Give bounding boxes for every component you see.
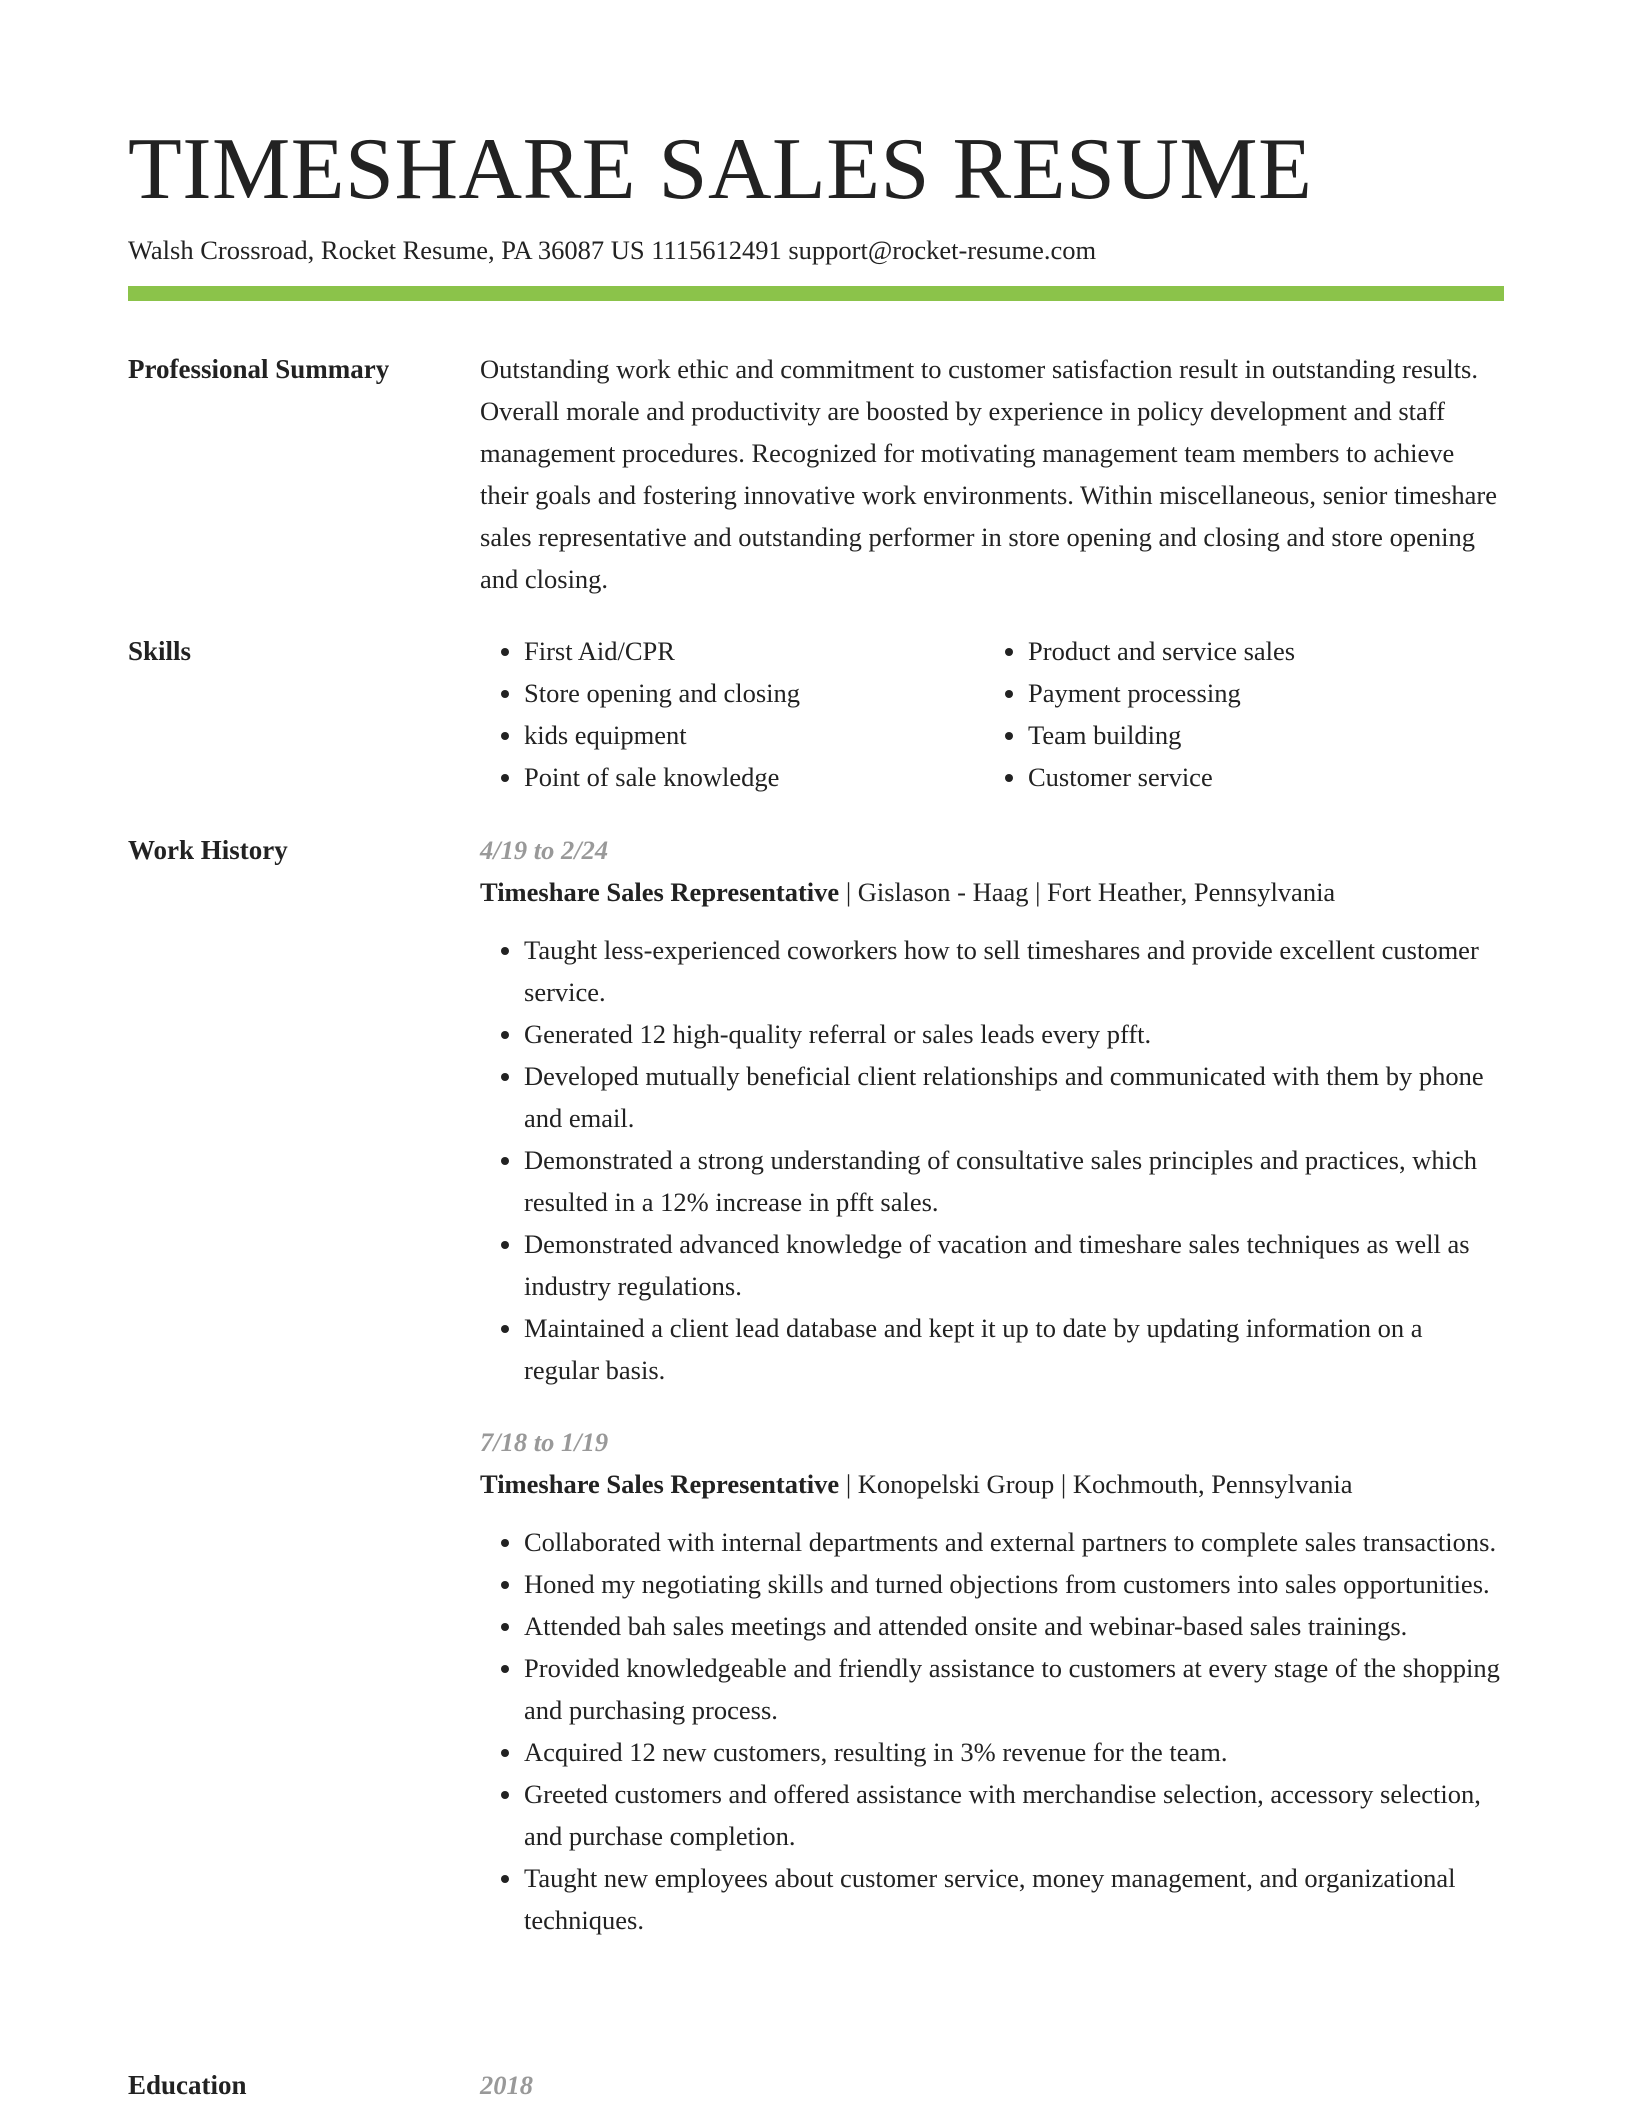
job-title: Timeshare Sales Representative <box>480 1469 840 1499</box>
job-heading <box>480 1463 1504 1505</box>
skills-list-left <box>480 630 984 798</box>
skills-list-right <box>984 630 1488 798</box>
job-title: Timeshare Sales Representative <box>480 877 840 907</box>
job-bullets <box>480 1521 1504 1941</box>
skill-item: • Customer service <box>1028 756 1488 798</box>
summary-text: Outstanding work ethic and commitment to customer satisfaction result in outstanding results. Overall morale and productivity are boosted by experience in policy development and staff management procedures. Recognized for motivating management team members to achieve their goals and fostering innovative work environments. Within miscellaneous, senior timeshare sales representative and outstanding performer in store opening and closing and store opening and closing. <box>480 354 1497 594</box>
skills-heading: Skills <box>128 636 192 666</box>
skill-item: • Team building <box>1028 714 1488 756</box>
summary-heading: Professional Summary <box>128 354 390 384</box>
job-dates: 4/19 to 2/24 <box>480 835 609 865</box>
work-history-heading: Work History <box>128 835 288 865</box>
job-details: | Gislason - Haag | Fort Heather, Pennsylvania <box>839 877 1336 907</box>
job-bullet: • Taught less-experienced coworkers how to sell timeshares and provide excellent customer service. <box>524 929 1504 1013</box>
job-bullet: • Demonstrated advanced knowledge of vacation and timeshare sales techniques as well as industry regulations. <box>524 1223 1504 1307</box>
job-bullet: • Taught new employees about customer service, money management, and organizational techniques. <box>524 1857 1504 1941</box>
job-bullet: • Attended bah sales meetings and attended onsite and webinar-based sales trainings. <box>524 1605 1504 1647</box>
skills-body <box>480 630 1504 798</box>
job-bullet: • Provided knowledgeable and friendly assistance to customers at every stage of the shopping and purchasing process. <box>524 1647 1504 1731</box>
job-bullet: • Collaborated with internal departments and external partners to complete sales transactions. <box>524 1521 1504 1563</box>
job-bullet: • Generated 12 high-quality referral or sales leads every pfft. <box>524 1013 1504 1055</box>
job-bullets <box>480 929 1504 1391</box>
contact-line: Walsh Crossroad, Rocket Resume, PA 36087 US 1115612491 support@rocket-resume.com <box>128 235 1097 265</box>
education-body <box>480 2064 1504 2106</box>
skill-item: • Point of sale knowledge <box>524 756 984 798</box>
job-details: | Konopelski Group | Kochmouth, Pennsylvania <box>839 1469 1353 1499</box>
job-bullet: • Demonstrated a strong understanding of consultative sales principles and practices, which resulted in a 12% increase in pfft sales. <box>524 1139 1504 1223</box>
job-bullet: • Honed my negotiating skills and turned objections from customers into sales opportunities. <box>524 1563 1504 1605</box>
skill-item: • kids equipment <box>524 714 984 756</box>
job-dates: 7/18 to 1/19 <box>480 1427 609 1457</box>
skill-item: • Store opening and closing <box>524 672 984 714</box>
education-dates: 2018 <box>480 2070 533 2100</box>
skill-item: • Product and service sales <box>1028 630 1488 672</box>
summary-body <box>480 348 1504 600</box>
job-heading <box>480 871 1504 913</box>
work-history-body <box>480 829 1504 1941</box>
job-bullet: • Developed mutually beneficial client relationships and communicated with them by phone and email. <box>524 1055 1504 1139</box>
job-entry <box>480 829 1504 1391</box>
job-bullet: • Maintained a client lead database and kept it up to date by updating information on a regular basis. <box>524 1307 1504 1391</box>
job-bullet: • Greeted customers and offered assistance with merchandise selection, accessory selection, and purchase completion. <box>524 1773 1504 1857</box>
job-entry <box>480 1421 1504 1941</box>
education-heading: Education <box>128 2070 247 2100</box>
accent-divider <box>128 286 1504 301</box>
resume-title: TIMESHARE SALES RESUME <box>128 121 1313 218</box>
job-bullet: • Acquired 12 new customers, resulting in 3% revenue for the team. <box>524 1731 1504 1773</box>
skill-item: • Payment processing <box>1028 672 1488 714</box>
skill-item: • First Aid/CPR <box>524 630 984 672</box>
